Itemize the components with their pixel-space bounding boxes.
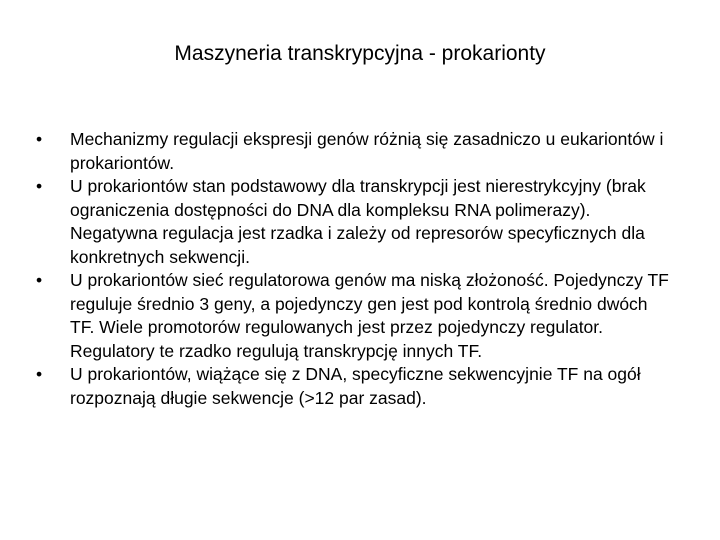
bullet-text: U prokariontów sieć regulatorowa genów ma niską złożoność. Pojedynczy TF reguluje średnio 3 geny, a pojedynczy gen jest pod kontrolą średnio dwóch TF. Wiele promotorów regulowanych jest przez pojedynczy regulator. Regulatory te rzadko regulują transkrypcję innych TF. — [70, 270, 669, 361]
bullet-item — [36, 269, 676, 363]
bullet-icon: • — [36, 176, 43, 196]
bullet-icon: • — [36, 129, 43, 149]
bullet-text: Mechanizmy regulacji ekspresji genów różnią się zasadniczo u eukariontów i prokariontów. — [70, 129, 664, 173]
bullet-icon: • — [36, 270, 43, 290]
bullet-text: U prokariontów, wiążące się z DNA, specyficzne sekwencyjnie TF na ogół rozpoznają długie sekwencje (>12 par zasad). — [70, 364, 641, 408]
bullet-item — [36, 363, 676, 410]
bullet-icon: • — [36, 364, 43, 384]
bullet-item — [36, 128, 676, 175]
bullet-item — [36, 175, 676, 269]
slide-title: Maszyneria transkrypcyjna - prokarionty — [174, 42, 546, 65]
bullet-text: U prokariontów stan podstawowy dla transkrypcji jest nierestrykcyjny (brak ograniczenia dostępności do DNA dla kompleksu RNA polimerazy). Negatywna regulacja jest rzadka i zależy od represorów specyficznych dla konkretnych sekwencji. — [70, 176, 646, 267]
bullet-list — [36, 128, 676, 410]
